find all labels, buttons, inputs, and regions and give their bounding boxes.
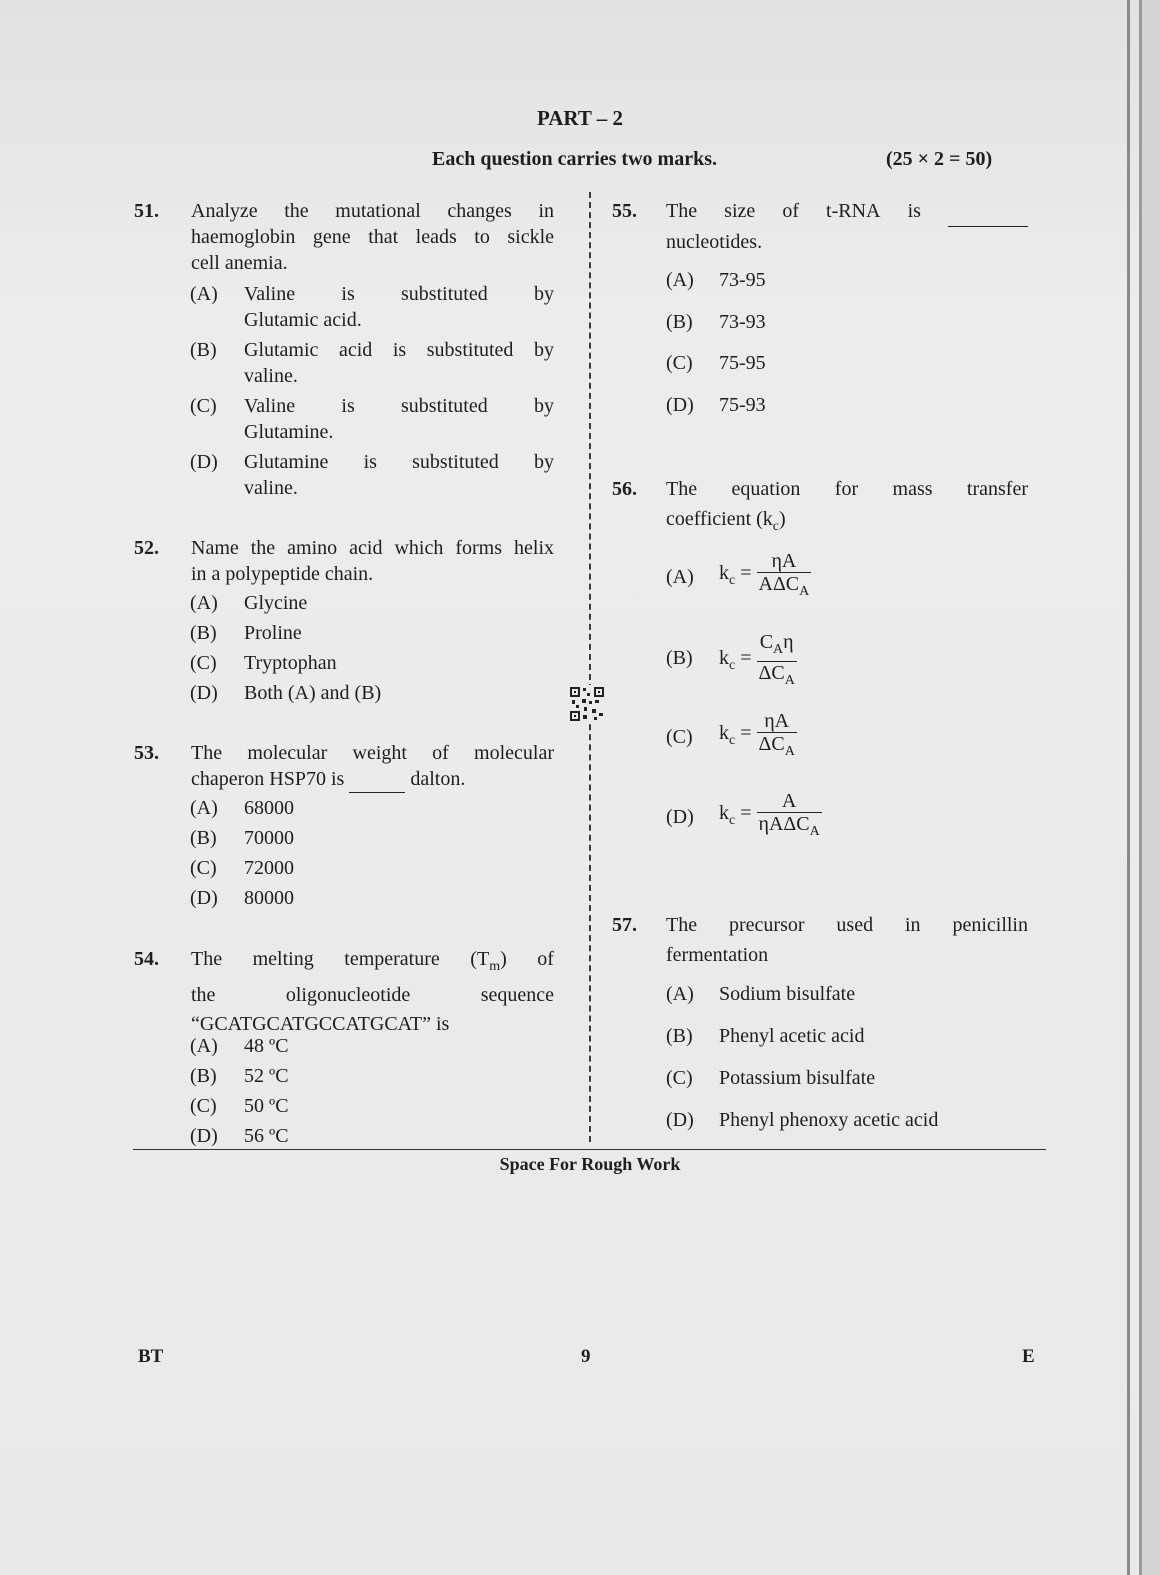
option-56-b[interactable] xyxy=(666,632,1026,692)
question-line: chaperon HSP70 is dalton. xyxy=(191,766,554,793)
question-line: nucleotides. xyxy=(666,231,763,253)
option-text: 56 ºC xyxy=(244,1125,289,1147)
option-label: (D) xyxy=(666,1109,694,1131)
option-text: 72000 xyxy=(244,857,294,879)
option-text: 73-93 xyxy=(719,311,766,333)
question-54 xyxy=(134,945,554,1035)
option-text: Sodium bisulfate xyxy=(719,983,856,1005)
option-54-b[interactable] xyxy=(190,1063,490,1089)
equation: $k_c$ = $\frac{\eta A}{\Delta C_A}$ xyxy=(719,711,797,762)
option-55-a[interactable] xyxy=(666,267,866,293)
question-line: fermentation xyxy=(666,944,769,966)
marks-total: (25 × 2 = 50) xyxy=(886,148,993,170)
option-label: (A) xyxy=(190,592,218,614)
fraction: $\frac{C_A\eta}{\Delta C_A}$ xyxy=(758,631,795,688)
rough-work-label: Space For Rough Work xyxy=(499,1154,681,1174)
question-line: Name the amino acid which forms helix xyxy=(191,537,554,559)
answer-blank xyxy=(349,766,405,793)
option-label: (C) xyxy=(666,726,693,748)
option-text: 68000 xyxy=(244,797,294,819)
section-rule xyxy=(133,1149,1046,1150)
option-text: valine. xyxy=(244,477,298,499)
option-label: (D) xyxy=(190,451,218,473)
option-53-b[interactable] xyxy=(190,825,490,851)
question-text xyxy=(666,910,1028,970)
option-label: (B) xyxy=(190,339,217,361)
option-text: Valine is substituted by xyxy=(244,395,554,417)
option-text: Glycine xyxy=(244,592,308,614)
option-label: (B) xyxy=(666,311,693,333)
question-55 xyxy=(612,196,1028,256)
option-56-d[interactable] xyxy=(666,791,1026,851)
option-label: (C) xyxy=(190,1095,217,1117)
question-text xyxy=(191,198,554,276)
question-line: Analyze the mutational changes in xyxy=(191,200,554,222)
option-label: (D) xyxy=(190,682,218,704)
question-text xyxy=(191,945,554,1039)
question-line: The melting temperature $(T_m)$ of xyxy=(191,948,554,974)
question-line: “GCATGCATGCCATGCAT” is xyxy=(191,1013,450,1035)
option-57-c[interactable] xyxy=(666,1065,1026,1091)
answer-blank xyxy=(948,196,1028,227)
option-55-c[interactable] xyxy=(666,350,866,376)
question-text xyxy=(191,740,554,793)
question-line: in a polypeptide chain. xyxy=(191,563,374,585)
option-52-a[interactable] xyxy=(190,590,490,616)
question-text xyxy=(666,474,1028,542)
column-divider xyxy=(589,192,591,1142)
option-text: 75-95 xyxy=(719,352,766,374)
option-label: (D) xyxy=(190,887,218,909)
option-text: Proline xyxy=(244,622,302,644)
option-55-b[interactable] xyxy=(666,309,866,335)
question-text xyxy=(666,196,1028,257)
option-54-d[interactable] xyxy=(190,1123,490,1149)
option-label: (D) xyxy=(190,1125,218,1147)
question-text xyxy=(191,535,554,587)
option-text: Potassium bisulfate xyxy=(719,1067,876,1089)
question-number: 52. xyxy=(134,537,159,559)
option-text: 52 ºC xyxy=(244,1065,289,1087)
option-label: (B) xyxy=(666,647,693,669)
question-line: The molecular weight of molecular xyxy=(191,742,554,764)
fraction: $\frac{A}{\eta A\Delta C_A}$ xyxy=(758,790,820,839)
question-51 xyxy=(134,198,554,278)
question-line: coefficient $(k_c)$ xyxy=(666,508,786,534)
option-label: (B) xyxy=(190,622,217,644)
option-51-c[interactable] xyxy=(190,393,554,445)
option-label: (C) xyxy=(190,857,217,879)
question-number: 55. xyxy=(612,200,637,222)
option-56-c[interactable] xyxy=(666,711,1026,771)
option-text: Glutamic acid. xyxy=(244,309,362,331)
option-51-d[interactable] xyxy=(190,449,554,501)
option-57-d[interactable] xyxy=(666,1107,1026,1133)
option-51-a[interactable] xyxy=(190,281,554,333)
option-53-a[interactable] xyxy=(190,795,490,821)
question-line: haemoglobin gene that leads to sickle xyxy=(191,226,554,248)
option-label: (A) xyxy=(190,283,218,305)
option-text: Glutamine is substituted by xyxy=(244,451,554,473)
option-label: (C) xyxy=(666,1067,693,1089)
page-edge-shadow xyxy=(1127,0,1130,1575)
option-text: valine. xyxy=(244,365,298,387)
option-text: 50 ºC xyxy=(244,1095,289,1117)
question-number: 56. xyxy=(612,478,637,500)
page-number: 9 xyxy=(581,1346,591,1367)
question-56 xyxy=(612,474,1028,534)
option-label: (D) xyxy=(666,394,694,416)
option-55-d[interactable] xyxy=(666,392,866,418)
option-text: Phenyl acetic acid xyxy=(719,1025,865,1047)
question-57 xyxy=(612,910,1028,970)
part-title: PART – 2 xyxy=(537,106,623,130)
option-53-c[interactable] xyxy=(190,855,490,881)
question-53 xyxy=(134,740,554,792)
version-code: E xyxy=(1022,1346,1035,1367)
option-text: 70000 xyxy=(244,827,294,849)
option-53-d[interactable] xyxy=(190,885,490,911)
option-text: Both (A) and (B) xyxy=(244,682,382,704)
subject-code: BT xyxy=(138,1346,164,1367)
option-52-b[interactable] xyxy=(190,620,490,646)
option-text: 73-95 xyxy=(719,269,766,291)
fraction: $\frac{\eta A}{\Delta C_A}$ xyxy=(758,710,795,759)
option-label: (B) xyxy=(190,1065,217,1087)
question-line: The size of t-RNA is xyxy=(666,196,1028,227)
option-57-a[interactable] xyxy=(666,981,1026,1007)
option-51-b[interactable] xyxy=(190,337,554,389)
equation: $k_c$ = $\frac{\eta A}{A\Delta C_A}$ xyxy=(719,551,811,602)
equation: $k_c$ = $\frac{A}{\eta A\Delta C_A}$ xyxy=(719,791,822,842)
option-57-b[interactable] xyxy=(666,1023,1026,1049)
option-label: (C) xyxy=(666,352,693,374)
option-text: Phenyl phenoxy acetic acid xyxy=(719,1109,939,1131)
option-label: (A) xyxy=(190,797,218,819)
option-label: (D) xyxy=(666,806,694,828)
question-number: 51. xyxy=(134,200,159,222)
page-edge-shadow xyxy=(1142,0,1159,1575)
question-line: cell anemia. xyxy=(191,252,288,274)
option-label: (A) xyxy=(666,983,694,1005)
option-text: Glutamine. xyxy=(244,421,334,443)
option-label: (B) xyxy=(190,827,217,849)
option-54-c[interactable] xyxy=(190,1093,490,1119)
option-text: 75-93 xyxy=(719,394,766,416)
option-56-a[interactable] xyxy=(666,551,1026,611)
question-number: 54. xyxy=(134,948,159,970)
option-text: Tryptophan xyxy=(244,652,337,674)
option-54-a[interactable] xyxy=(190,1033,490,1059)
option-52-c[interactable] xyxy=(190,650,490,676)
question-number: 53. xyxy=(134,742,159,764)
question-number: 57. xyxy=(612,914,637,936)
option-label: (C) xyxy=(190,652,217,674)
option-label: (B) xyxy=(666,1025,693,1047)
fraction: $\frac{\eta A}{A\Delta C_A}$ xyxy=(758,550,810,599)
option-text: Glutamic acid is substituted by xyxy=(244,339,554,361)
question-line: The precursor used in penicillin xyxy=(666,914,1028,936)
option-label: (A) xyxy=(666,566,694,588)
option-52-d[interactable] xyxy=(190,680,490,706)
option-label: (A) xyxy=(190,1035,218,1057)
marks-note: Each question carries two marks. xyxy=(432,148,717,170)
option-label: (C) xyxy=(190,395,217,417)
question-line: The equation for mass transfer xyxy=(666,478,1028,500)
equation: $k_c$ = $\frac{C_A\eta}{\Delta C_A}$ xyxy=(719,632,797,691)
question-52 xyxy=(134,535,554,587)
qr-code-icon xyxy=(568,685,606,723)
option-text: Valine is substituted by xyxy=(244,283,554,305)
option-text: 48 ºC xyxy=(244,1035,289,1057)
option-text: 80000 xyxy=(244,887,294,909)
question-line: the oligonucleotide sequence xyxy=(191,984,554,1006)
option-label: (A) xyxy=(666,269,694,291)
